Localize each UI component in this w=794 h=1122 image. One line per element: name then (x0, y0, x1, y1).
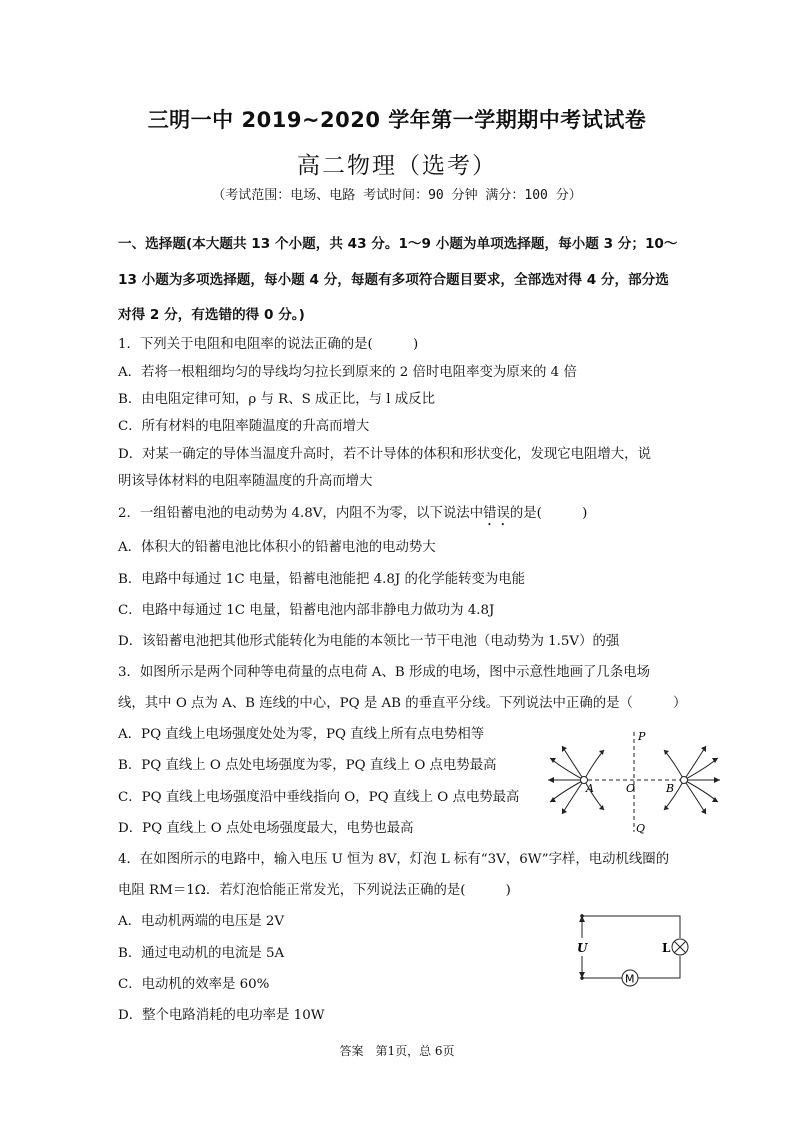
section-instructions-line1: 一、选择题(本大题共 13 个小题，共 43 分。1～9 小题为单项选择题，每小题 3 分；10～ (118, 236, 678, 252)
top-wire (582, 914, 680, 938)
q4-stem-line1: 4．在如图所示的电路中，输入电压 U 恒为 8V，灯泡 L 标有“3V，6W”字样，电动机线圈的 (118, 852, 670, 867)
q2-option-d: D．该铅蓄电池把其他形式能转化为电能的本领比一节干电池（电动势为 1.5V）的强 (118, 634, 620, 649)
q1-option-d-line1: D．对某一确定的导体当温度升高时，若不计导体的体积和形状变化，发现它电阻增大，说 (118, 447, 651, 462)
label-m: M (625, 972, 635, 986)
label-p: P (638, 730, 646, 743)
right-bottom-wire (638, 956, 680, 978)
q2-stem-emphasis: 错误 (483, 506, 510, 521)
q1-option-b: B．由电阻定律可知，ρ 与 R、S 成正比，与 l 成反比 (118, 392, 435, 407)
label-o: O (626, 782, 636, 795)
q4-option-d: D．整个电路消耗的电功率是 10W (118, 1008, 325, 1023)
q2-stem-part1: 2．一组铅蓄电池的电动势为 4.8V，内阻不为零，以下说法中 (118, 506, 484, 521)
q2-stem (118, 502, 587, 529)
circuit-diagram (568, 908, 694, 988)
exam-info: （考试范围：电场、电路 考试时间：90 分钟 满分：100 分） (212, 188, 582, 203)
q3-stem-line1: 3．如图所示是两个同种等电荷量的点电荷 A、B 形成的电场，图中示意性地画了几条电场 (118, 665, 650, 680)
exam-title: 三明一中 2019~2020 学年第一学期期中考试试卷 (147, 108, 647, 132)
q3-option-c: C．PQ 直线上电场强度沿中垂线指向 O，PQ 直线上 O 点电势最高 (118, 790, 520, 805)
label-b: B (666, 782, 675, 795)
section-instructions-line3: 对得 2 分，有选错的得 0 分。) (118, 307, 305, 323)
electric-field-diagram (544, 728, 724, 836)
subject-title: 高二物理（选考） (297, 153, 497, 179)
q1-option-c: C．所有材料的电阻率随温度的升高而增大 (118, 419, 370, 434)
q1-option-a: A．若将一根粗细均匀的导线均匀拉长到原来的 2 倍时电阻率变为原来的 4 倍 (118, 365, 577, 380)
label-a: A (586, 782, 594, 795)
label-u: U (577, 941, 588, 955)
left-bottom-wire (582, 978, 622, 980)
q2-stem-part2: 的是( ) (509, 506, 588, 521)
q3-option-b: B．PQ 直线上 O 点处电场强度为零，PQ 直线上 O 点电势最高 (118, 758, 497, 773)
q3-stem-line2: 线，其中 O 点为 A、B 连线的中心，PQ 是 AB 的垂直平分线。下列说法中正确的是（ ） (118, 696, 687, 711)
label-l: L (662, 941, 671, 955)
q4-option-a: A．电动机两端的电压是 2V (118, 914, 285, 929)
q2-option-c: C．电路中每通过 1C 电量，铅蓄电池内部非静电力做功为 4.8J (118, 603, 495, 618)
q1-stem: 1．下列关于电阻和电阻率的说法正确的是( ) (118, 337, 419, 352)
charge-b-dot (681, 777, 688, 784)
q1-option-d-line2: 明该导体材料的电阻率随温度的升高而增大 (118, 474, 373, 489)
q4-stem-line2: 电阻 RM＝1Ω．若灯泡恰能正常发光，下列说法正确的是( ) (118, 883, 511, 898)
q4-option-c: C．电动机的效率是 60% (118, 977, 270, 992)
page-footer: 答案 第1页，总 6页 (339, 1044, 455, 1058)
q2-option-b: B．电路中每通过 1C 电量，铅蓄电池能把 4.8J 的化学能转变为电能 (118, 572, 526, 587)
q2-option-a: A．体积大的铅蓄电池比体积小的铅蓄电池的电动势大 (118, 540, 436, 555)
label-q: Q (636, 822, 646, 835)
q4-option-b: B．通过电动机的电流是 5A (118, 946, 285, 961)
q3-option-a: A．PQ 直线上电场强度处处为零，PQ 直线上所有点电势相等 (118, 727, 485, 742)
section-instructions-line2: 13 小题为多项选择题，每小题 4 分，每题有多项符合题目要求，全部选对得 4 分，部分选 (118, 272, 669, 288)
q3-option-d: D．PQ 直线上 O 点处电场强度最大，电势也最高 (118, 821, 414, 836)
